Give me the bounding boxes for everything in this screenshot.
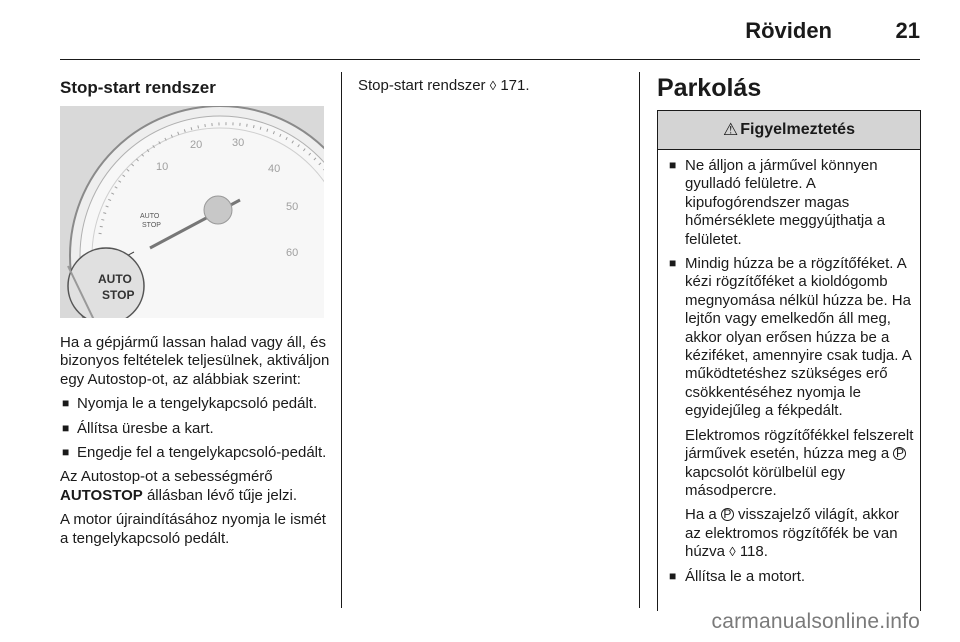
left-column-body (60, 334, 334, 554)
section-heading-parkolas: Parkolás (657, 74, 762, 102)
gauge-tick-30: 30 (232, 137, 245, 149)
parking-brake-icon: P (893, 447, 906, 460)
warning-title: Figyelmeztetés (740, 121, 855, 138)
ref-arrow-icon: ◊ (729, 544, 736, 560)
warning-body (668, 157, 918, 592)
autostop-indicator-paragraph: Az Autostop-ot a sebességmérő AUTOSTOP állásban lévő tűje jelzi. (60, 468, 298, 504)
restart-paragraph: A motor újraindításához nyomja le ismét a tengelykapcsoló pedált. (60, 511, 326, 547)
zoom-auto-label: AUTO (98, 272, 132, 286)
electric-brake-paragraph: Elektromos rögzítőfékkel felszerelt járművek esetén, húzza meg a P kapcsolót körülbelül egy másodpercre. (685, 426, 914, 499)
list-item: ■ Állítsa le a motort. (668, 568, 918, 586)
warning-box (657, 110, 921, 611)
parking-brake-indicator-icon: P (721, 508, 734, 521)
warning-header (658, 111, 920, 150)
list-item: ■ Ne álljon a járművel könnyen gyulladó felületre. A kipufogórendszer magas hőmérséklete meggyújthatja a felületet. (668, 157, 918, 249)
list-item: ■ Engedje fel a tengelykapcsoló-pedált. (60, 444, 334, 462)
list-item: ■ Mindig húzza be a rögzítőféket. A kézi rögzítőféket a kioldógomb megnyomása nélkül húzza be. Ha lejtőn vagy emelkedőn áll meg, akkor olyan erősen húzza be a kéziféket, amennyire csak tudja. A működtetéshez szükséges erő csökkentéséhez nyomja le egyidejűleg a fékpedált. Elektromos rögzítőfékkel felszerelt járművek esetén, húzza meg a P kapcsolót körülbelül egy másodpercre. Ha a P visszajelző világít, akkor az elektromos rögzítőfék be van húzva ◊ 118. (668, 255, 918, 562)
list-item: ■ Nyomja le a tengelykapcsoló pedált. (60, 395, 334, 413)
gauge-tick-50: 50 (286, 201, 299, 213)
gauge-auto-label: AUTO (140, 213, 160, 220)
header-rule (60, 59, 920, 60)
speedometer-illustration (60, 106, 324, 318)
list-item: ■ Állítsa üresbe a kart. (60, 420, 334, 438)
ref-arrow-icon: ◊ (489, 78, 497, 93)
autostop-steps (60, 395, 334, 462)
column-divider-2 (639, 72, 640, 608)
gauge-stop-label: STOP (142, 222, 161, 229)
column-divider-1 (341, 72, 342, 608)
page-number: 21 (895, 18, 920, 43)
gauge-tick-60: 60 (286, 247, 299, 259)
indicator-paragraph: Ha a P visszajelző világít, akkor az elektromos rögzítőfék be van húzva ◊ 118. (685, 506, 899, 561)
gauge-tick-40: 40 (268, 163, 281, 175)
gauge-tick-10: 10 (156, 161, 169, 173)
cross-reference: Stop-start rendszer ◊ 171. (358, 77, 530, 94)
warning-icon: ⚠ (723, 120, 739, 139)
section-heading-stop-start: Stop-start rendszer (60, 78, 216, 97)
intro-paragraph: Ha a gépjármű lassan halad vagy áll, és bizonyos feltételek teljesülnek, aktiváljon egy Autostop-ot, az alábbiak szerint: (60, 334, 330, 388)
page-header-title: Röviden (745, 18, 832, 43)
gauge-tick-20: 20 (190, 139, 203, 151)
watermark: carmanualsonline.info (711, 610, 920, 633)
zoom-stop-label: STOP (102, 288, 135, 302)
